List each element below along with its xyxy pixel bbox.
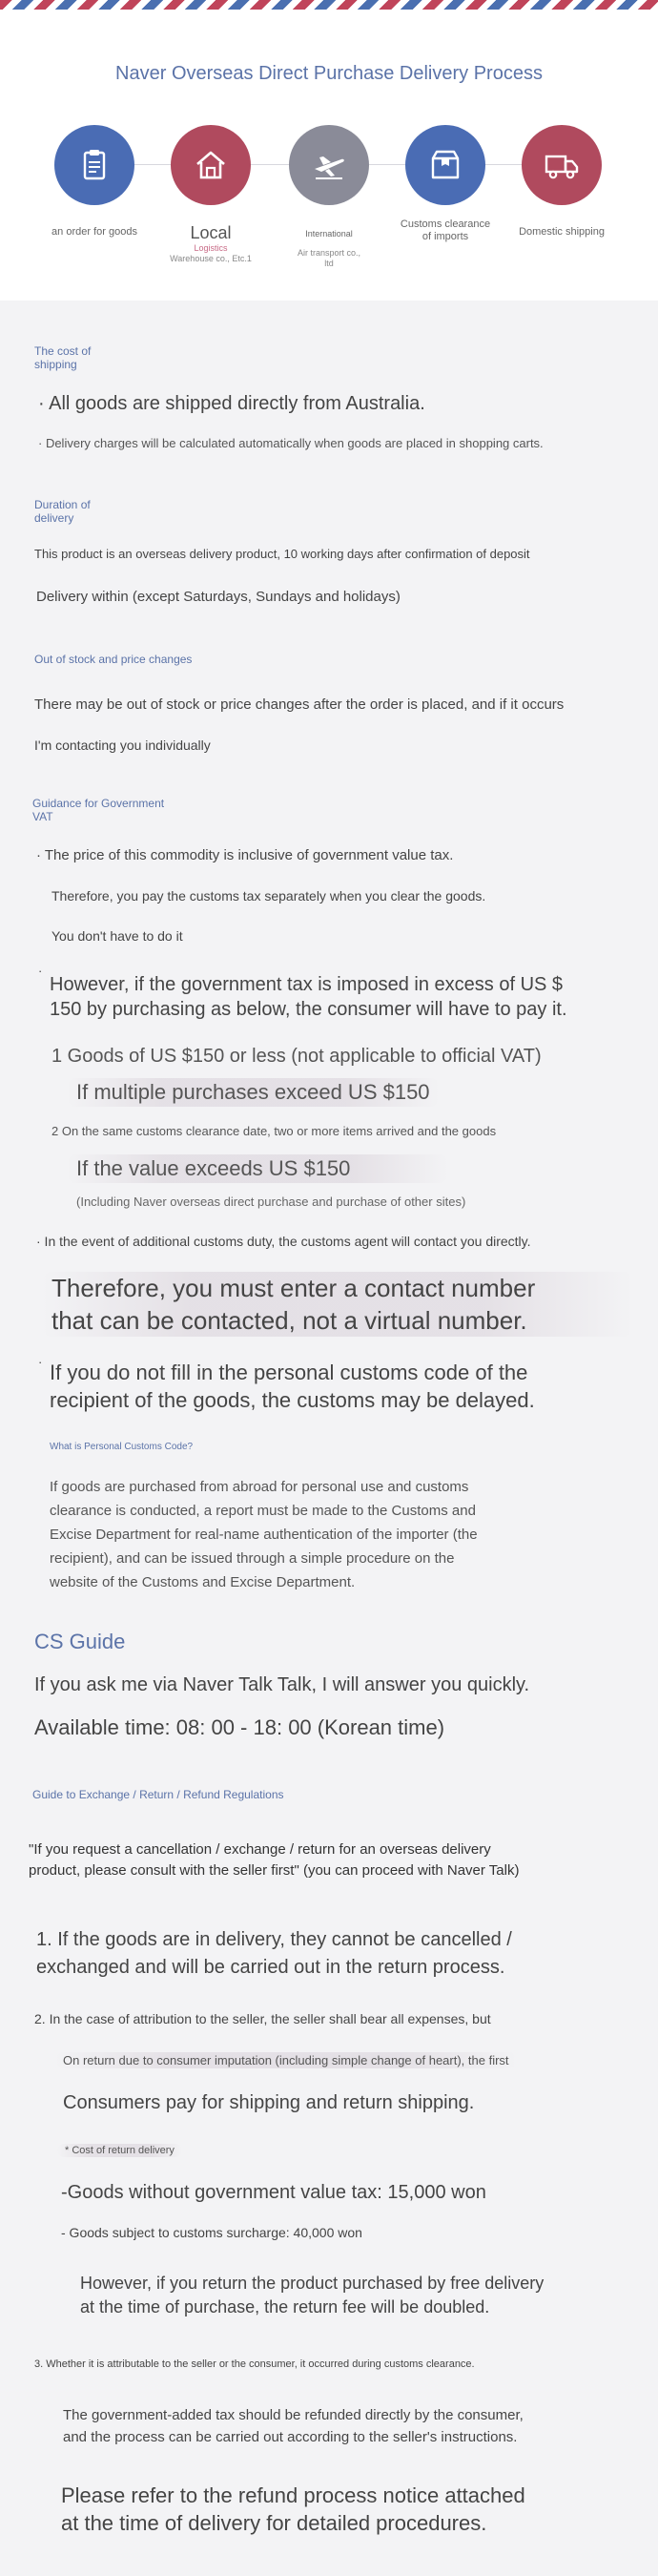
refund-final-note: Please refer to the refund process notice attached at the time of delivery for detailed procedures. <box>61 2483 525 2535</box>
page-title: Naver Overseas Direct Purchase Delivery Process <box>115 63 543 84</box>
step-sub-label: ltd <box>324 259 334 268</box>
process-step-order <box>36 125 153 239</box>
duration-line-1: This product is an overseas delivery product, 10 working days after confirmation of deposit <box>34 547 530 561</box>
process-step-local <box>153 125 269 264</box>
cs-line-1: If you ask me via Naver Talk Talk, I will answer you quickly. <box>34 1674 530 1695</box>
shipping-line-2: · Delivery charges will be calculated automatically when goods are placed in shopping carts. <box>38 436 544 450</box>
step-label: Local <box>190 223 232 242</box>
step-label: Domestic shipping <box>519 226 605 238</box>
process-step-domestic <box>504 125 620 239</box>
stock-heading: Out of stock and price changes <box>34 653 193 666</box>
clipboard-icon <box>54 125 134 205</box>
step-label: International <box>305 229 353 239</box>
process-step-international <box>271 125 387 269</box>
cs-guide-title: CS Guide <box>34 1630 126 1653</box>
vat-item-1b: If multiple purchases exceed US $150 <box>67 1078 440 1107</box>
duration-line-2: Delivery within (except Saturdays, Sundays and holidays) <box>36 589 401 605</box>
package-icon <box>405 125 485 205</box>
vat-line-2: Therefore, you pay the customs tax separately when you clear the goods. <box>51 888 486 904</box>
step-label: Customs clearance of imports <box>400 218 491 242</box>
shipping-heading: The cost of shipping <box>34 344 92 371</box>
refund-point-1: 1. If the goods are in delivery, they cannot be cancelled / exchanged and will be carried out in the return process. <box>36 1929 512 1978</box>
stock-line-1: There may be out of stock or price changes after the order is placed, and if it occurs <box>34 696 565 713</box>
warehouse-icon <box>171 125 251 205</box>
vat-bullet-2: · <box>38 1355 43 1369</box>
vat-line-4: However, if the government tax is imposed in excess of US $ 150 by purchasing as below, the consumer will have to pay it. <box>50 974 567 1020</box>
step-label: an order for goods <box>51 226 137 238</box>
step-sub-label: Warehouse co., Etc.1 <box>170 254 252 263</box>
step-sub-label: Air transport co., <box>297 248 361 258</box>
refund-point-2c: Consumers pay for shipping and return shipping. <box>63 2092 475 2113</box>
vat-item-1: 1 Goods of US $150 or less (not applicable to official VAT) <box>51 1046 542 1067</box>
step-sub-label: Logistics <box>194 243 228 253</box>
vat-line-3: You don't have to do it <box>51 928 183 944</box>
refund-point-3b: The government-added tax should be refunded directly by the consumer, and the process can be carried out according to the seller's instructions. <box>63 2407 524 2445</box>
refund-point-3: 3. Whether it is attributable to the seller or the consumer, it occurred during customs clearance. <box>34 2358 475 2370</box>
delivery-process-header <box>0 10 658 301</box>
airmail-border <box>0 0 658 10</box>
vat-heading: Guidance for Government VAT <box>32 797 165 823</box>
airplane-icon <box>289 125 369 205</box>
vat-line-7: If you do not fill in the personal customs code of the recipient of the goods, the customs may be delayed. <box>50 1361 535 1412</box>
vat-line-1: · The price of this commodity is inclusive of government value tax. <box>36 847 454 863</box>
return-cost-2: - Goods subject to customs surcharge: 40,000 won <box>61 2225 362 2240</box>
free-delivery-note: However, if you return the product purchased by free delivery at the time of purchase, the return fee will be doubled. <box>80 2274 545 2316</box>
pcc-description: If goods are purchased from abroad for personal use and customs clearance is conducted, a report must be made to the Customs and Excise Department for real-name authentication of the importer (the recipient), and can be issued through a simple procedure on the website of the Customs and Excise Department. <box>50 1479 478 1590</box>
cs-line-2: Available time: 08: 00 - 18: 00 (Korean time) <box>34 1715 445 1739</box>
refund-quote: "If you request a cancellation / exchange / return for an overseas delivery product, please consult with the seller first" (you can proceed with Naver Talk) <box>29 1841 520 1879</box>
refund-point-2b: On return due to consumer imputation (including simple change of heart), the first <box>55 2052 517 2068</box>
shipping-line-1: · All goods are shipped directly from Australia. <box>38 393 425 414</box>
return-cost-1: -Goods without government value tax: 15,000 won <box>61 2182 486 2203</box>
return-cost-heading: * Cost of return delivery <box>57 2144 182 2157</box>
truck-icon <box>522 125 602 205</box>
pcc-heading: What is Personal Customs Code? <box>50 1442 194 1452</box>
vat-item-2c: (Including Naver overseas direct purchase and purchase of other sites) <box>76 1195 466 1209</box>
stock-line-2: I'm contacting you individually <box>34 737 211 753</box>
vat-line-6: Therefore, you must enter a contact number that can be contacted, not a virtual number. <box>42 1272 633 1337</box>
vat-item-2b: If the value exceeds US $150 <box>67 1154 448 1183</box>
vat-line-5: · In the event of additional customs duty, the customs agent will contact you directly. <box>36 1234 531 1249</box>
vat-item-2: 2 On the same customs clearance date, two or more items arrived and the goods <box>51 1124 497 1138</box>
refund-point-2: 2. In the case of attribution to the seller, the seller shall bear all expenses, but <box>34 2011 491 2026</box>
vat-bullet: · <box>38 964 43 978</box>
refund-heading: Guide to Exchange / Return / Refund Regulations <box>32 1788 284 1801</box>
duration-heading: Duration of delivery <box>34 498 91 525</box>
process-step-customs <box>387 125 504 243</box>
